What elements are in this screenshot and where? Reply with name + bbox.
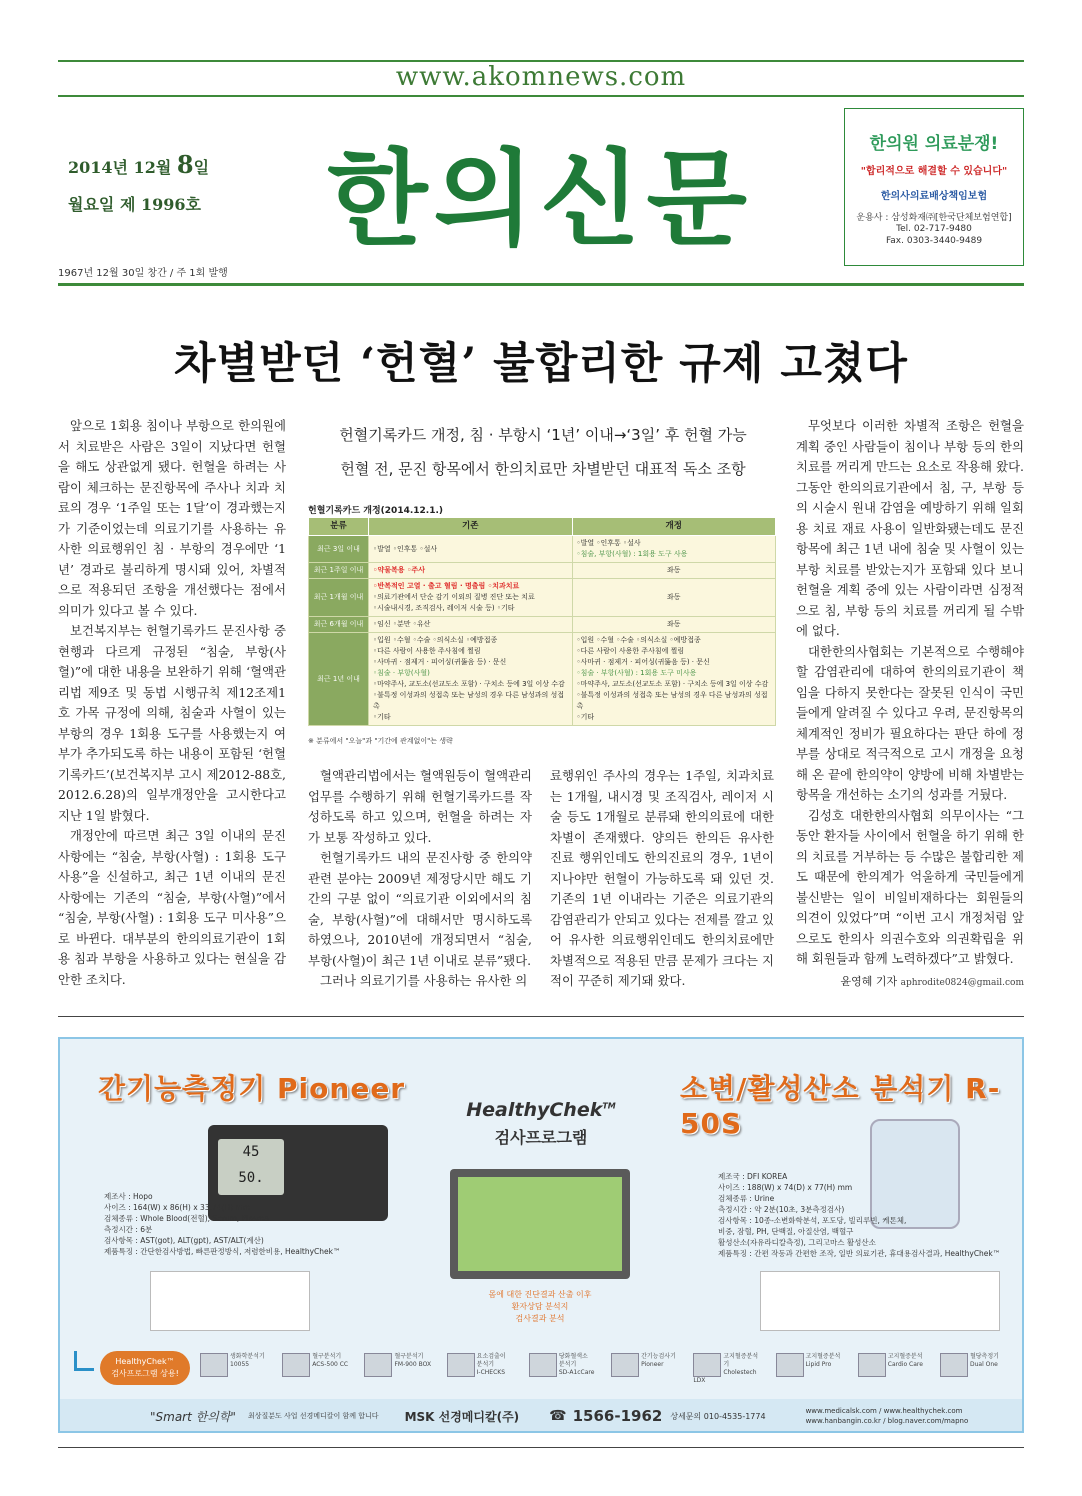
paragraph: 혈액관리법에서는 혈액원등이 혈액관리업무를 수행하기 위해 헌혈기록카드를 작성하도록 하고 있으며, 헌혈을 하려는 자가 보통 작성하고 있다. — [308, 768, 532, 845]
ad-footer — [60, 1399, 1022, 1433]
program-badge: HealthyChek™ 검사프로그램 상용! — [100, 1351, 190, 1385]
ad-brand — [416, 1099, 666, 1121]
ad-footer-company: MSK 선경메디칼(주) — [404, 1409, 520, 1424]
page-bottom-rule — [58, 1447, 1024, 1448]
paragraph: 보건복지부는 헌혈기록카드 문진사항 중 현행과 다르게 규정된 “침술, 부항(사혈)”에 대한 내용을 보완하기 위해 ‘혈액관리법 제9조 및 동법 시행규칙 제12조제1호 가목 규정에 의해, 침술과 사혈이 있는 부항의 경우 1회용 도구를 사용했는지 여부가 추가되도록 하는 내용이 포함된 ‘헌혈기록카드’(보건복지부 고시 제2012-88호, 2012.6.28)의 일부개정안을 고시한다고 지난 1일 밝혔다. — [58, 623, 286, 823]
laptop-screen — [458, 1177, 622, 1271]
article-bottom-rule — [58, 1016, 1024, 1017]
table-header: 기존 — [369, 518, 573, 536]
date-prefix: 2014년 12월 — [68, 158, 177, 177]
masthead-logo: 한의신문 — [327, 137, 753, 260]
spec-left: 제조사 : Hopo 사이즈 : 164(W) x 86(H) x 33.74(H) mm 검체종류 : Whole Blood(전혈), Serum, Plasma 측정시간 : 6분 검사항목 : AST(got), ALT(gpt), AST/ALT(계산) 제품특징 : 간단한검사방법, 빠른판정방식, 저렴한비용, HealthyChek™ — [104, 1192, 341, 1256]
ad-brand-subtitle: 검사프로그램 — [494, 1128, 588, 1147]
laptop-image — [450, 1169, 630, 1279]
article-column-2 — [308, 766, 532, 992]
article-column-4 — [796, 416, 1024, 993]
table-row — [309, 563, 776, 579]
insurance-ad-product: 한의사의료배상책임보험 — [880, 191, 988, 202]
ad-promo-text: 몸에 대한 진단결과 산출 이후 환자상담 분석지 검사결과 분석 — [488, 1290, 592, 1323]
table-cell-old: ◦임신 ◦분만 ◦유산 — [369, 617, 573, 633]
ad-title-right: 소변/활성산소 분석기 R-50S — [680, 1072, 1001, 1140]
ad-brand-tm: TM — [602, 1101, 616, 1111]
ad-footer-mobile: 상세문의 010-4535-1774 — [670, 1411, 766, 1421]
spec-right: 제조국 : DFI KOREA 사이즈 : 188(W) x 74(D) x 77(H) mm 검체종류 : Urine 측정시간 : 약 2분(10초, 3분측정검사) 검사항목 : 10종-소변화학분석, 포도당, 빌리루빈, 케톤체, 비중, 잠혈, PH, 단백질, 아질산염, 백혈구 활성산소(자유라디칼측정), 그리고마스 활성산소 제품특징 : 간편 작동과 간편한 조작, 일반 의료기관, 휴대용검사결과, HealthyChek™ — [718, 1172, 1001, 1258]
table-title: 헌혈기록카드 개정(2014.12.1.) — [308, 506, 444, 516]
table-cell-old: ◦반복적인 고열 · 출고 혈림 · 명출림 ◦치과치료 ◦의료기관에서 단순 감기 이외의 질병 진단 또는 치료 ◦시술내시경, 조직검사, 레이저 시술 등) ◦기타 — [369, 579, 573, 617]
insurance-ad-headline: 한의원 의료분쟁! — [869, 134, 999, 154]
table-cell-new: 좌동 — [572, 579, 776, 617]
table-cell-new: 좌동 — [572, 617, 776, 633]
table-cell-old: ◦발열 ◦인후통 ◦설사 — [369, 536, 573, 563]
table-category: 최근 1주일 이내 — [309, 563, 369, 579]
ad-footer-phone[interactable]: 1566-1962 — [572, 1407, 663, 1425]
product-item: 생화학분석기 10055 — [200, 1353, 270, 1385]
site-url[interactable]: www.akomnews.com — [395, 62, 687, 92]
url-rule — [58, 95, 1024, 97]
subheadline-2: 헌혈 전, 문진 항목에서 한의치료만 차별받던 대표적 독소 조항 — [340, 460, 746, 478]
paragraph: 헌혈기록카드 내의 문진사항 중 한의약 관련 분야는 2009년 제정당시만 해도 기간의 구분 없이 “의료기관 이외에서의 침술, 부항(사혈)”에 대해서만 명시하도록 하였으나, 2010년에 개정되면서 “침술, 부항(사혈)이 최근 1년 이내로 분류”됐다. — [308, 850, 532, 968]
product-item: 고지혈증분석 Cardio Care — [858, 1353, 928, 1385]
arrow-icon — [74, 1351, 94, 1371]
table-cell-old: ◦입원 ◦수혈 ◦수술 ◦의식소실 ◦예방접종 ◦다른 사람이 사용한 주사침에 찔림 ◦사마귀 · 점제거 · 피어싱(귀뚫음 등) · 문신 ◦침술 · 부항(사혈) ◦마약주사, 교도소(선교도소 포함) · 구치소 등에 3일 이상 수감 ◦불특정 이성과의 성접촉 또는 남성의 경우 다른 남성과의 성접촉 ◦기타 — [369, 633, 573, 726]
table-row — [309, 536, 776, 563]
product-item: 혈구분석기 FM-900 BOX — [364, 1353, 434, 1385]
paragraph: 료행위인 주사의 경우는 1주일, 치과치료는 1개월, 내시경 및 조직검사, 레이저 시술 등도 1개월로 분류돼 한의의료에 대한 차별이 존재했다. 양의든 한의든 유사한 진료 행위인데도 한의진료의 경우, 1년이 지나야만 헌혈이 가능하도록 돼 있던 것. 기존의 1년 이내라는 기준은 의료기관의 감염관리가 안되고 있다는 전제를 깔고 있어 유사한 의료행위인데도 한의치료에만 차별적으로 적용된 만큼 문제가 크다는 지적이 꾸준히 제기돼 왔다. — [550, 768, 774, 988]
article-column-3 — [550, 766, 774, 992]
table-category: 최근 1개월 이내 — [309, 579, 369, 617]
product-item: 혈구분석기 ACS-500 CC — [282, 1353, 352, 1385]
table-category: 최근 3일 이내 — [309, 536, 369, 563]
paragraph: 그러나 의료기기를 사용하는 유사한 의 — [320, 973, 528, 988]
product-list — [200, 1353, 1010, 1385]
table-category: 최근 1년 이내 — [309, 633, 369, 726]
product-item: 당화혈색소 분석기 SD-A1cCare — [529, 1353, 599, 1385]
byline — [796, 972, 1024, 994]
screenshot-thumbnails-right — [760, 1271, 1000, 1331]
paragraph: 김성호 대한한의사협회 의무이사는 “그동안 환자들 사이에서 헌혈을 하기 위해 한의 치료를 거부하는 등 수많은 불합리한 제도 때문에 한의계가 억울하게 국민들에게 불신받는 일이 비일비재하다는 회원들의 의견이 있었다”며 “이번 고시 개정처럼 앞으로도 한의사 의권수호와 의권확립을 위해 회원들과 함께 노력하겠다”고 밝혔다. — [796, 807, 1024, 966]
screenshot-thumbnails-left — [150, 1271, 310, 1331]
byline-name: 윤영혜 기자 — [840, 974, 898, 988]
masthead-rule — [58, 283, 1024, 286]
device-screen: 45 50. — [218, 1139, 284, 1195]
article-column-1 — [58, 416, 286, 990]
paragraph: 개정안에 따르면 최근 3일 이내의 문진사항에는 “침술, 부항(사혈) : 1회용 도구 사용”을 신설하고, 최근 1년 이내의 문진사항에는 기존의 “침술, 부항(사혈)”에서 “침술, 부항(사혈) : 1회용 도구 미사용”으로 바뀐다. 대부분의 한의의료기관이 1회용 침과 부항을 사용하고 있다는 현실을 감안한 조치다. — [58, 828, 286, 987]
table-note: ※ 분류에서 "오늘"과 "기간에 관계없이"는 생략 — [308, 737, 453, 745]
product-item: 혈당측정기 Dual One — [940, 1353, 1010, 1385]
medical-device-ad[interactable] — [58, 1037, 1024, 1433]
founding-info: 1967년 12월 30일 창간 / 주 1회 발행 — [58, 268, 228, 279]
table-header: 개정 — [572, 518, 776, 536]
product-item: 고지혈증분석기 Cholestech LDX — [693, 1353, 759, 1384]
table-cell-new: ◦입원 ◦수혈 ◦수술 ◦의식소실 ◦예방접종 ◦다른 사람이 사용한 주사침에 찔림 ◦사마귀 · 점제거 · 피어싱(귀뚫음 등) · 문신 ◦침술 · 부항(사혈) : 1회용 도구 미사용 ◦마약주사, 교도소(선교도소 포함) · 구치소 등에 3일 이상 수감 ◦불특정 이성과의 성접촉 또는 남성의 경우 다른 남성과의 성접촉 ◦기타 — [572, 633, 776, 726]
date-suffix: 일 — [193, 158, 210, 177]
phone-icon: ☎ — [549, 1408, 567, 1424]
ad-footer-tagline: 최상질분도 사업 선경메디칼이 함께 합니다 — [247, 1412, 379, 1420]
insurance-ad-tel: Tel. 02-717-9480 — [896, 224, 972, 234]
byline-email[interactable]: aphrodite0824@gmail.com — [900, 977, 1024, 988]
table-header: 분류 — [309, 518, 369, 536]
date-day: 8 — [176, 150, 194, 179]
table-cell-old: ◦약물복용 ◦주사 — [369, 563, 573, 579]
table-header-row — [309, 518, 776, 536]
insurance-ad-operator: 운용사 : 삼성화재㈜[한국단체보험연합] — [856, 213, 1012, 223]
ad-brand-name: HealthyChek — [466, 1099, 603, 1121]
revision-table — [308, 517, 776, 726]
paragraph: 무엇보다 이러한 차별적 조항은 헌혈을 계획 중인 사람들이 침이나 부항 등의 한의치료를 꺼리게 만드는 요소로 작용해 왔다. 그동안 한의의료기관에서 침, 구, 부항 등의 시술시 원내 감염을 예방하기 위해 일회용 치료 재료 사용이 일반화됐는데도 문진항목에 최근 1년 내에 침술 및 사혈이 있는 부항 치료를 받았는지가 포함돼 있다 보니 헌혈을 계획 중에 있는 사람이라면 심정적으로 침, 부항 등의 치료를 꺼리게 될 수밖에 없다. — [796, 418, 1024, 638]
table-row — [309, 579, 776, 617]
subheadline-1: 헌혈기록카드 개정, 침 · 부항시 ‘1년’ 이내→‘3일’ 후 헌혈 가능 — [339, 426, 747, 444]
paragraph: 앞으로 1회용 침이나 부항으로 한의원에서 치료받은 사람은 3일이 지났다면 헌혈을 해도 상관없게 됐다. 헌혈을 하려는 사람이 체크하는 문진항목에 주사나 치과 치료의 경우 ‘1주일 또는 1달’이 경과했는지가 기준이었는데 의료기기를 사용하는 유사한 의료행위인 침 · 부항의 경우에만 ‘1년’ 경과로 불리하게 명시돼 있어, 차별적으로 적용되던 조항을 개선했다는 점에서 의미가 있다고 볼 수 있다. — [58, 418, 286, 618]
ad-title-left: 간기능측정기 Pioneer — [98, 1072, 406, 1105]
insurance-ad-slogan: "합리적으로 해결할 수 있습니다" — [860, 166, 1008, 177]
table-cell-new: 좌동 — [572, 563, 776, 579]
table-row — [309, 633, 776, 726]
product-item: 간기능검사기 Pioneer — [611, 1353, 681, 1385]
issue-number: 월요일 제 1996호 — [68, 195, 201, 214]
article-headline: 차별받던 ‘헌혈’ 불합리한 규제 고쳤다 — [174, 339, 908, 389]
table-category: 최근 6개월 이내 — [309, 617, 369, 633]
issue-date — [68, 150, 209, 179]
ad-footer-websites[interactable]: www.medicalsk.com / www.healthychek.com www.hanbangin.co.kr / blog.naver.com/mapno — [805, 1407, 969, 1425]
insurance-ad-fax: Fax. 0303-3440-9489 — [885, 236, 983, 246]
paragraph: 대한한의사협회는 기본적으로 수행해야 할 감염관리에 대하여 한의의료기관이 책임을 다하지 못한다는 잘못된 인식이 국민들에게 알려질 수 있다고 우려, 문진항목의 체계적인 정비가 필요하다는 판단 하에 정부를 상대로 적극적으로 고시 개정을 요청해 온 끝에 한의약이 양방에 비해 차별받는 항목을 개선하는 소기의 성과를 거뒀다. — [796, 643, 1024, 802]
table-row — [309, 617, 776, 633]
product-item: 고지혈증분석 Lipid Pro — [776, 1353, 846, 1385]
product-item: 요소검출이 분석기 I-CHECKS — [447, 1353, 517, 1385]
insurance-ad-box[interactable] — [844, 108, 1024, 266]
ad-footer-smart: "Smart 한의학" — [150, 1409, 236, 1424]
table-cell-new: ◦발열 ◦인후통 ◦설사 ◦침술, 부항(사혈) : 1회용 도구 사용 — [572, 536, 776, 563]
